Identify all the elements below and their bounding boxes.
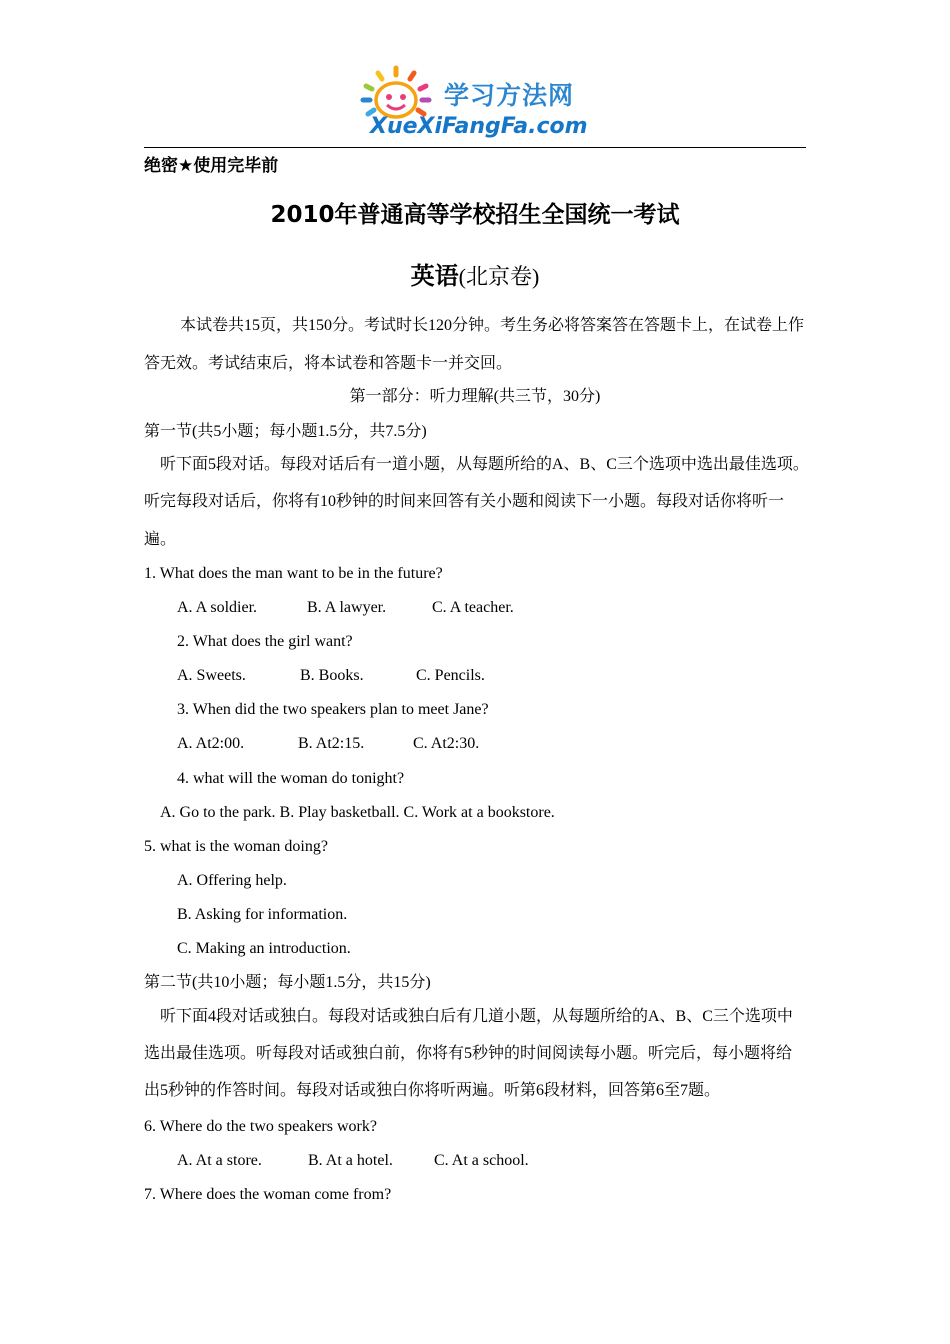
question-7: 7. Where does the woman come from? [144, 1186, 392, 1203]
q2-option-c: C. Pencils. [416, 667, 485, 684]
intro-line-2: 答无效。考试结束后，将本试卷和答题卡一并交回。 [144, 355, 513, 372]
q1-option-b: B. A lawyer. [307, 599, 387, 616]
logo-chinese-text: 学习方法网 [444, 81, 575, 110]
section1-instruction-1: 听下面5段对话。每段对话后有一道小题，从每题所给的A、B、C三个选项中选出最佳选项。 [160, 456, 809, 473]
q3-option-a: A. At2:00. [177, 735, 245, 752]
section2-heading: 第二节(共10小题；每小题1.5分，共15分) [144, 974, 431, 991]
q1-option-a: A. A soldier. [177, 599, 258, 616]
part1-heading: 第一部分：听力理解(共三节，30分) [349, 388, 601, 405]
q3-option-c: C. At2:30. [413, 735, 480, 752]
q6-option-a: A. At a store. [177, 1152, 262, 1169]
section1-heading: 第一节(共5小题；每小题1.5分，共7.5分) [144, 423, 427, 440]
q2-option-b: B. Books. [300, 667, 364, 684]
q3-option-b: B. At2:15. [298, 735, 365, 752]
section2-instruction-2: 选出最佳选项。听每段对话或独白前，你将有5秒钟的时间阅读每小题。听完后，每小题将给 [144, 1045, 793, 1062]
site-logo [360, 62, 590, 146]
paper-region: (北京卷) [458, 264, 540, 289]
subject-name: 英语 [410, 262, 459, 290]
intro-line-1: 本试卷共15页，共150分。考试时长120分钟。考生务必将答案答在答题卡上，在试卷上作 [180, 317, 805, 334]
question-3: 3. When did the two speakers plan to meet Jane? [177, 701, 489, 718]
q4-options: A. Go to the park. B. Play basketball. C. Work at a bookstore. [160, 804, 555, 821]
section1-instruction-2: 听完每段对话后，你将有10秒钟的时间来回答有关小题和阅读下一小题。每段对话你将听一 [144, 493, 785, 510]
section2-instruction-3: 出5秒钟的作答时间。每段对话或独白你将听两遍。听第6段材料，回答第6至7题。 [144, 1082, 721, 1099]
q6-option-c: C. At a school. [434, 1152, 529, 1169]
question-5: 5. what is the woman doing? [144, 838, 328, 855]
q5-option-c: C. Making an introduction. [177, 940, 351, 957]
header-rule [144, 147, 806, 148]
question-4: 4. what will the woman do tonight? [177, 770, 405, 787]
confidential-label: 绝密★使用完毕前 [144, 156, 279, 176]
q6-option-b: B. At a hotel. [308, 1152, 393, 1169]
question-2: 2. What does the girl want? [177, 633, 353, 650]
question-6: 6. Where do the two speakers work? [144, 1118, 377, 1135]
section2-instruction-1: 听下面4段对话或独白。每段对话或独白后有几道小题，从每题所给的A、B、C三个选项中 [160, 1008, 793, 1025]
q2-option-a: A. Sweets. [177, 667, 246, 684]
exam-subtitle [0, 262, 950, 291]
question-1: 1. What does the man want to be in the future? [144, 565, 443, 582]
q5-option-b: B. Asking for information. [177, 906, 348, 923]
logo-english-text: XueXiFangFa.com [370, 114, 588, 139]
section1-instruction-3: 遍。 [144, 531, 177, 548]
exam-title: 2010年普通高等学校招生全国统一考试 [270, 202, 680, 228]
q1-option-c: C. A teacher. [432, 599, 514, 616]
q5-option-a: A. Offering help. [177, 872, 287, 889]
